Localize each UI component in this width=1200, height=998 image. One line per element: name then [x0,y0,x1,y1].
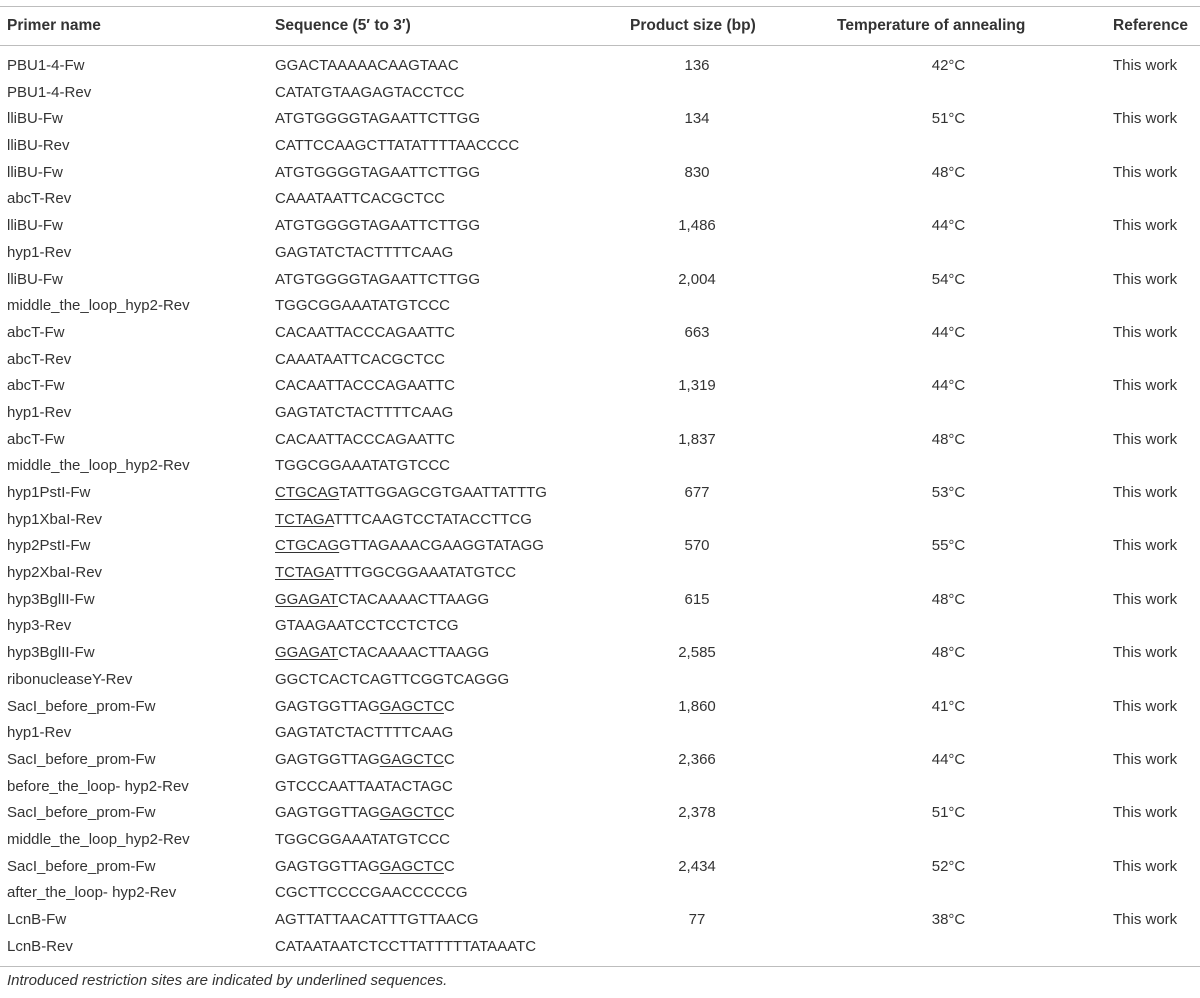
table-row [0,854,1200,881]
sequence-suffix: CACAATTACCCAGAATTC [275,430,456,448]
sequence-cell [275,800,455,827]
annealing-temp-cell [837,560,1060,587]
restriction-site: GAGCTC [379,804,444,822]
product-size-cell: 1,860 [678,697,716,715]
sequence-suffix: C [443,697,455,715]
primer-name-cell: hyp2PstI-Fw [7,537,91,555]
table-row [0,53,1200,80]
annealing-temp-cell [837,720,1060,747]
sequence-cell [275,694,455,721]
table-row [0,453,1200,480]
primer-name-cell: abcT-Rev [7,190,72,208]
product-size-cell: 134 [684,110,710,128]
annealing-temp-cell [837,400,1060,427]
reference-cell: This work [1113,270,1178,288]
sequence-cell [275,453,450,480]
primer-name-cell: middle_the_loop_hyp2-Rev [7,297,190,315]
table-row [0,347,1200,374]
sequence-cell [275,347,445,374]
table-row [0,587,1200,614]
product-size-cell: 615 [684,590,710,608]
sequence-prefix: GAGTGGTTAG [275,804,380,822]
header-reference: Reference [1113,17,1188,34]
primer-name-cell: abcT-Fw [7,377,65,395]
table-row [0,160,1200,187]
annealing-temp-cell [837,613,1060,640]
product-size-cell [630,880,764,907]
sequence-suffix: CAAATAATTCACGCTCC [275,190,446,208]
primer-name-cell: SacI_before_prom-Fw [7,697,156,715]
primer-name-cell: hyp1-Rev [7,403,72,421]
reference-cell: This work [1113,857,1178,875]
restriction-site: GAGCTC [379,857,444,875]
sequence-cell [275,854,455,881]
table-row [0,106,1200,133]
sequence-suffix: CAAATAATTCACGCTCC [275,350,446,368]
footnote: Introduced restriction sites are indicated by underlined sequences. [7,972,448,989]
annealing-temp-cell: 48°C [931,430,966,448]
sequence-suffix: CTACAAAACTTAAGG [338,644,490,662]
sequence-suffix: ATGTGGGGTAGAATTCTTGG [275,217,480,235]
sequence-cell [275,320,455,347]
sequence-cell [275,747,455,774]
header-primer-name: Primer name [7,17,101,34]
sequence-suffix: AGTTATTAACATTTGTTAACG [275,911,479,928]
primer-name-cell: LcnB-Rev [7,937,73,955]
table-row [0,373,1200,400]
reference-cell: This work [1113,537,1178,555]
sequence-suffix: C [443,804,455,822]
sequence-suffix: CATAATAATCTCCTTATTTTTATAAATC [275,937,537,955]
table-row [0,240,1200,267]
primer-name-cell: before_the_loop- hyp2-Rev [7,777,189,795]
annealing-temp-cell: 54°C [931,270,966,288]
annealing-temp-cell: 44°C [931,750,966,768]
product-size-cell: 1,486 [678,217,716,235]
sequence-suffix: TGGCGGAAATATGTCCC [275,830,450,848]
reference-cell: This work [1113,430,1178,448]
primer-name-cell: SacI_before_prom-Fw [7,750,156,768]
restriction-site: GGAGAT [275,590,339,608]
sequence-suffix: CATATGTAAGAGTACCTCC [275,83,465,101]
primer-name-cell: lliBU-Fw [7,217,63,235]
sequence-cell [275,533,544,560]
restriction-site: GAGCTC [379,750,444,768]
reference-cell: This work [1113,110,1178,128]
sequence-cell [275,400,453,427]
reference-cell: This work [1113,590,1178,608]
restriction-site: GGAGAT [275,644,339,662]
sequence-cell [275,133,519,160]
sequence-cell [275,827,450,854]
sequence-cell [275,53,459,80]
sequence-suffix: CTACAAAACTTAAGG [338,590,490,608]
sequence-cell [275,480,547,507]
header-rule [0,45,1200,46]
annealing-temp-cell: 48°C [931,644,966,662]
table-row [0,613,1200,640]
table-row [0,533,1200,560]
sequence-cell [275,186,445,213]
product-size-cell [630,560,764,587]
sequence-suffix: CACAATTACCCAGAATTC [275,323,456,341]
product-size-cell [630,240,764,267]
annealing-temp-cell: 48°C [931,590,966,608]
footer-rule [0,966,1200,967]
annealing-temp-cell: 51°C [931,804,966,822]
sequence-prefix: GAGTGGTTAG [275,750,380,768]
primer-name-cell: hyp1-Rev [7,724,72,742]
table-body [0,53,1200,960]
sequence-suffix: CACAATTACCCAGAATTC [275,377,456,395]
reference-cell: This work [1113,57,1178,74]
primer-name-cell: SacI_before_prom-Fw [7,857,156,875]
sequence-suffix: CATTCCAAGCTTATATTTTAACCCC [275,137,520,155]
annealing-temp-cell [837,507,1060,534]
table-row [0,320,1200,347]
restriction-site: CTGCAG [275,484,340,501]
sequence-cell [275,587,489,614]
sequence-suffix: TGGCGGAAATATGTCCC [275,297,450,315]
product-size-cell: 2,004 [678,270,716,288]
annealing-temp-cell [837,774,1060,801]
product-size-cell: 663 [684,323,710,341]
product-size-cell: 1,837 [678,430,716,448]
sequence-cell [275,640,489,667]
product-size-cell [630,934,764,961]
primer-name-cell: ribonucleaseY-Rev [7,670,133,688]
table-row [0,213,1200,240]
reference-cell: This work [1113,323,1178,341]
annealing-temp-cell: 42°C [931,57,966,74]
product-size-cell [630,720,764,747]
sequence-cell [275,720,453,747]
annealing-temp-cell [837,934,1060,961]
reference-cell: This work [1113,911,1178,928]
sequence-suffix: GGCTCACTCAGTTCGGTCAGGG [275,670,510,688]
sequence-suffix: CGCTTCCCCGAACCCCCG [275,884,468,902]
product-size-cell: 677 [684,484,710,501]
product-size-cell: 2,434 [678,857,716,875]
reference-cell: This work [1113,217,1178,235]
annealing-temp-cell [837,80,1060,107]
table-row [0,827,1200,854]
restriction-site: TCTAGA [275,510,334,528]
sequence-suffix: TATTGGAGCGTGAATTATTTG [339,484,547,501]
sequence-cell [275,880,468,907]
sequence-cell [275,293,450,320]
reference-cell: This work [1113,804,1178,822]
primer-name-cell: hyp2XbaI-Rev [7,564,103,582]
sequence-cell [275,560,516,587]
annealing-temp-cell: 53°C [931,484,966,501]
reference-cell: This work [1113,377,1178,395]
primer-name-cell: PBU1-4-Fw [7,57,85,74]
primer-name-cell: abcT-Rev [7,350,72,368]
sequence-prefix: GAGTGGTTAG [275,697,380,715]
product-size-cell [630,80,764,107]
sequence-suffix: GAGTATCTACTTTTCAAG [275,724,454,742]
annealing-temp-cell [837,186,1060,213]
annealing-temp-cell: 38°C [931,911,966,928]
product-size-cell: 2,378 [678,804,716,822]
primer-name-cell: hyp3BglII-Fw [7,590,95,608]
table-row [0,880,1200,907]
table-row [0,80,1200,107]
sequence-cell [275,80,464,107]
product-size-cell [630,347,764,374]
product-size-cell [630,667,764,694]
annealing-temp-cell: 51°C [931,110,966,128]
primer-name-cell: lliBU-Fw [7,110,63,128]
product-size-cell: 2,366 [678,750,716,768]
reference-cell: This work [1113,484,1178,501]
sequence-cell [275,213,480,240]
table-row [0,747,1200,774]
primer-name-cell: LcnB-Fw [7,911,67,928]
primer-name-cell: middle_the_loop_hyp2-Rev [7,457,190,475]
primer-name-cell: hyp3-Rev [7,617,72,635]
table-row [0,507,1200,534]
primer-name-cell: hyp1PstI-Fw [7,484,91,501]
product-size-cell: 570 [684,537,710,555]
table-row [0,267,1200,294]
primer-name-cell: hyp1-Rev [7,243,72,261]
product-size-cell [630,400,764,427]
annealing-temp-cell [837,453,1060,480]
sequence-suffix: TTTCAAGTCCTATACCTTCG [333,510,532,528]
sequence-cell [275,667,509,694]
table-row [0,774,1200,801]
reference-cell: This work [1113,163,1178,181]
table-row [0,640,1200,667]
primer-name-cell: hyp1XbaI-Rev [7,510,103,528]
table-row [0,186,1200,213]
reference-cell: This work [1113,697,1178,715]
sequence-cell [275,240,453,267]
restriction-site: GAGCTC [379,697,444,715]
annealing-temp-cell [837,133,1060,160]
annealing-temp-cell [837,827,1060,854]
sequence-suffix: ATGTGGGGTAGAATTCTTGG [275,110,480,128]
header-sequence: Sequence (5′ to 3′) [275,17,411,34]
reference-cell: This work [1113,644,1178,662]
product-size-cell [630,453,764,480]
sequence-suffix: C [443,857,455,875]
sequence-cell [275,106,480,133]
header-temperature: Temperature of annealing [837,17,1026,34]
sequence-prefix: GAGTGGTTAG [275,857,380,875]
sequence-cell [275,507,532,534]
sequence-cell [275,934,536,961]
sequence-suffix: GAGTATCTACTTTTCAAG [275,243,454,261]
primer-name-cell: hyp3BglII-Fw [7,644,95,662]
product-size-cell: 136 [684,57,710,74]
annealing-temp-cell [837,293,1060,320]
restriction-site: CTGCAG [275,537,340,555]
header-product-size: Product size (bp) [630,17,756,34]
sequence-suffix: ATGTGGGGTAGAATTCTTGG [275,270,480,288]
table-row [0,400,1200,427]
product-size-cell: 77 [688,911,706,928]
primer-name-cell: middle_the_loop_hyp2-Rev [7,830,190,848]
sequence-suffix: GAGTATCTACTTTTCAAG [275,403,454,421]
product-size-cell [630,827,764,854]
primer-name-cell: after_the_loop- hyp2-Rev [7,884,177,902]
annealing-temp-cell: 55°C [931,537,966,555]
sequence-suffix: GGACTAAAAACAAGTAAC [275,57,459,74]
table-row [0,934,1200,961]
table-row [0,800,1200,827]
product-size-cell [630,613,764,640]
sequence-suffix: GTCCCAATTAATACTAGC [275,777,453,795]
primer-name-cell: abcT-Fw [7,323,65,341]
primer-name-cell: lliBU-Fw [7,163,63,181]
table-row [0,694,1200,721]
annealing-temp-cell: 48°C [931,163,966,181]
sequence-cell [275,427,455,454]
sequence-cell [275,907,479,934]
product-size-cell: 830 [684,163,710,181]
annealing-temp-cell: 44°C [931,217,966,235]
annealing-temp-cell [837,347,1060,374]
product-size-cell [630,507,764,534]
sequence-suffix: GTTAGAAACGAAGGTATAGG [339,537,544,555]
sequence-suffix: TTTGGCGGAAATATGTCC [333,564,517,582]
product-size-cell [630,133,764,160]
primer-name-cell: PBU1-4-Rev [7,83,92,101]
primer-name-cell: lliBU-Fw [7,270,63,288]
product-size-cell: 2,585 [678,644,716,662]
reference-cell: This work [1113,750,1178,768]
sequence-cell [275,373,455,400]
sequence-suffix: ATGTGGGGTAGAATTCTTGG [275,163,480,181]
annealing-temp-cell [837,667,1060,694]
restriction-site: TCTAGA [275,564,334,582]
product-size-cell [630,774,764,801]
sequence-cell [275,160,480,187]
product-size-cell [630,293,764,320]
table-row [0,480,1200,507]
sequence-cell [275,613,459,640]
annealing-temp-cell: 52°C [931,857,966,875]
annealing-temp-cell [837,880,1060,907]
product-size-cell: 1,319 [678,377,716,395]
primer-name-cell: lliBU-Rev [7,137,70,155]
annealing-temp-cell: 44°C [931,377,966,395]
sequence-cell [275,774,453,801]
table-row [0,720,1200,747]
sequence-cell [275,267,480,294]
table-row [0,293,1200,320]
table-row [0,560,1200,587]
primer-name-cell: abcT-Fw [7,430,65,448]
table-row [0,133,1200,160]
table-row [0,667,1200,694]
top-rule [0,6,1200,7]
table-row [0,907,1200,934]
annealing-temp-cell [837,240,1060,267]
primer-name-cell: SacI_before_prom-Fw [7,804,156,822]
table-row [0,427,1200,454]
sequence-suffix: TGGCGGAAATATGTCCC [275,457,450,475]
annealing-temp-cell: 44°C [931,323,966,341]
annealing-temp-cell: 41°C [931,697,966,715]
sequence-suffix: C [443,750,455,768]
product-size-cell [630,186,764,213]
sequence-suffix: GTAAGAATCCTCCTCTCG [275,617,459,635]
